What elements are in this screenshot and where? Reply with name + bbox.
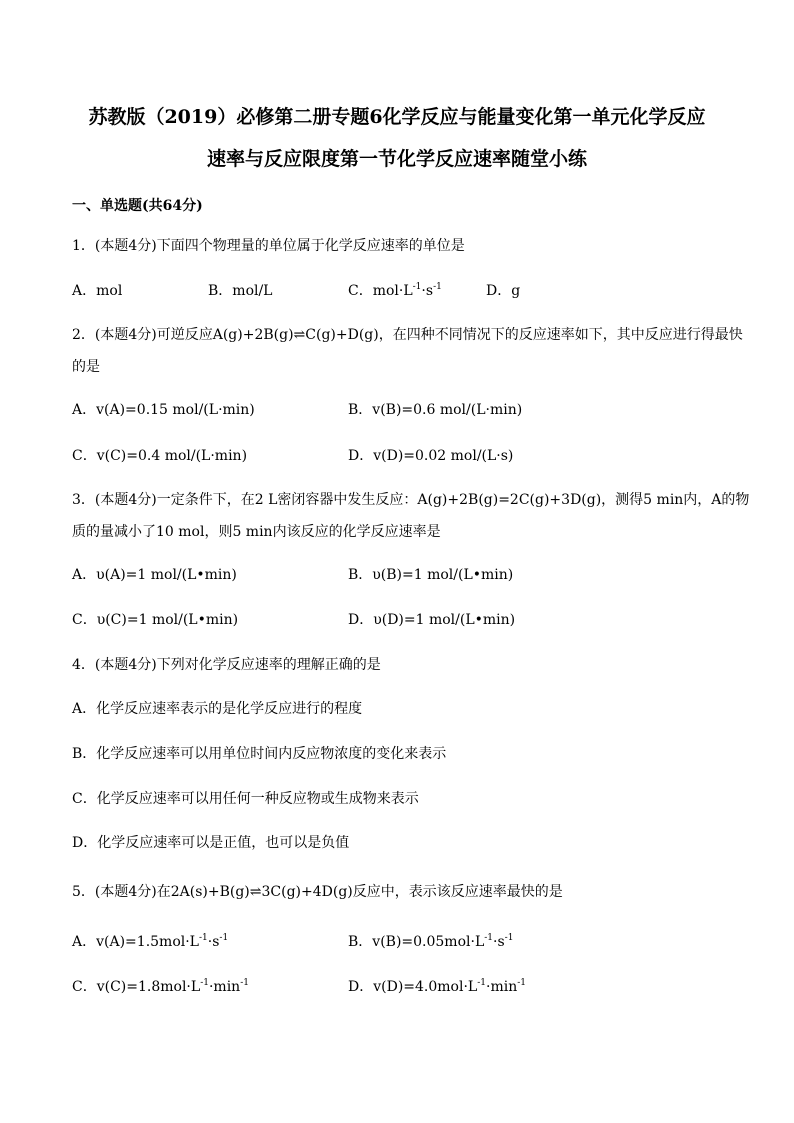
option-text: ·s (493, 934, 505, 950)
superscript: -1 (240, 978, 249, 988)
question-2-stem-line-1: 2．(本题4分)可逆反应A(g)+2B(g)⇌C(g)+D(g)，在四种不同情况下的反应速率如下，其中反应进行得最快 (72, 327, 743, 343)
option-text: B．v(B)=0.05mol·L (348, 934, 485, 950)
question-1-option-d: D．g (486, 283, 521, 299)
superscript: -1 (198, 933, 208, 943)
question-1-stem: 1．(本题4分)下面四个物理量的单位属于化学反应速率的单位是 (72, 238, 465, 254)
question-4-option-b: B．化学反应速率可以用单位时间内反应物浓度的变化来表示 (72, 746, 447, 762)
question-3-option-a: A．υ(A)=1 mol/(L•min) (72, 567, 237, 583)
superscript: -1 (504, 933, 514, 943)
question-4-option-c: C．化学反应速率可以用任何一种反应物或生成物来表示 (72, 791, 419, 807)
question-4-option-d: D．化学反应速率可以是正值，也可以是负值 (72, 835, 350, 851)
document-title-line-2: 速率与反应限度第一节化学反应速率随堂小练 (206, 148, 587, 170)
option-text: A．v(A)=1.5mol·L (72, 934, 199, 950)
option-text: ·min (486, 979, 518, 995)
option-text: ·min (208, 979, 241, 995)
superscript: -1 (412, 282, 422, 292)
section-heading: 一、单选题(共64分) (72, 198, 203, 214)
question-5-option-a (72, 932, 228, 952)
question-2-option-d: D．v(D)=0.02 mol/(L·s) (348, 448, 514, 464)
question-5-option-d (348, 977, 526, 997)
question-5-option-b (348, 932, 513, 952)
question-1-option-c (348, 281, 442, 301)
option-text: ·s (207, 934, 220, 950)
question-1-option-b: B．mol/L (208, 283, 273, 299)
option-text: C．mol·L (348, 283, 413, 299)
question-3-option-d: D．υ(D)=1 mol/(L•min) (348, 612, 516, 628)
question-3-stem-line-1: 3．(本题4分)一定条件下，在2 L密闭容器中发生反应：A(g)+2B(g)=2C(g)+3D(g)，测得5 min内，A的物 (72, 492, 750, 508)
question-5-stem: 5．(本题4分)在2A(s)+B(g)⇌3C(g)+4D(g)反应中，表示该反应速率最快的是 (72, 884, 563, 900)
option-text: C．v(C)=1.8mol·L (72, 979, 201, 995)
superscript: -1 (433, 282, 442, 292)
document-title-line-1: 苏教版（2019）必修第二册专题6化学反应与能量变化第一单元化学反应 (88, 106, 706, 128)
superscript: -1 (200, 978, 209, 988)
superscript: -1 (484, 933, 494, 943)
option-text: ·s (421, 283, 434, 299)
question-4-option-a: A．化学反应速率表示的是化学反应进行的程度 (72, 701, 363, 717)
superscript: -1 (219, 933, 229, 943)
superscript: -1 (477, 978, 486, 988)
question-3-option-c: C．υ(C)=1 mol/(L•min) (72, 612, 239, 628)
question-3-option-b: B．υ(B)=1 mol/(L•min) (348, 567, 514, 583)
question-2-option-a: A．v(A)=0.15 mol/(L·min) (72, 402, 255, 418)
question-2-stem-line-2: 的是 (72, 359, 100, 375)
question-5-option-c (72, 977, 249, 997)
question-1-option-a: A．mol (72, 283, 123, 299)
question-2-option-c: C．v(C)=0.4 mol/(L·min) (72, 448, 248, 464)
question-2-option-b: B．v(B)=0.6 mol/(L·min) (348, 402, 523, 418)
option-text: D．v(D)=4.0mol·L (348, 979, 478, 995)
question-3-stem-line-2: 质的量减小了10 mol，则5 min内该反应的化学反应速率是 (72, 524, 441, 540)
question-4-stem: 4．(本题4分)下列对化学反应速率的理解正确的是 (72, 657, 381, 673)
superscript: -1 (517, 978, 527, 988)
